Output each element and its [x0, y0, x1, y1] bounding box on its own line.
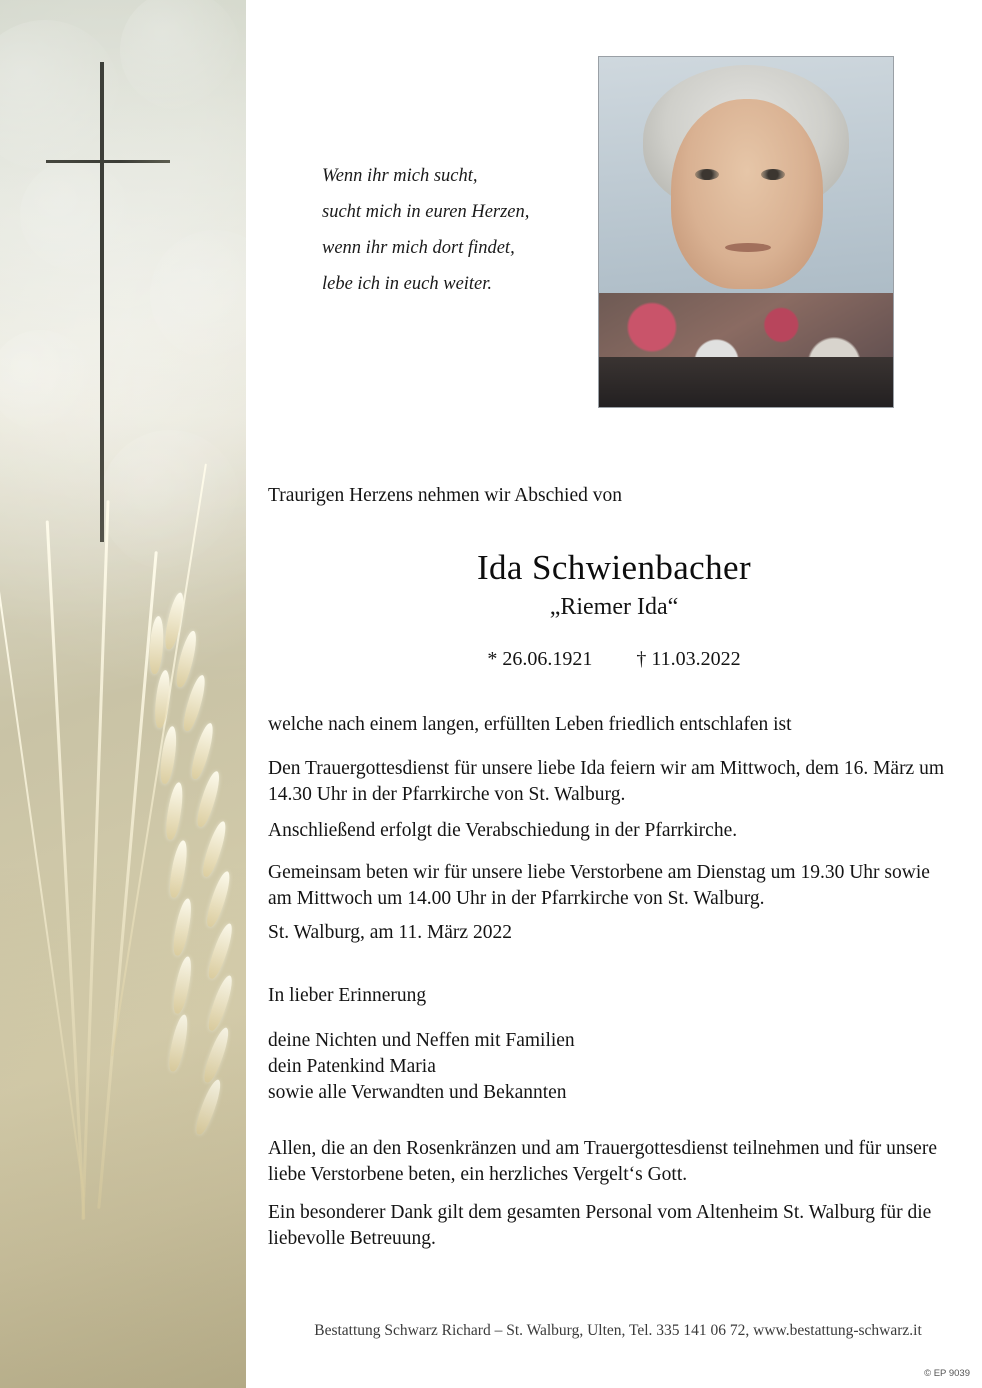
- portrait-eye-left: [695, 169, 719, 180]
- mourners-list: [268, 1028, 948, 1106]
- mourner-line: deine Nichten und Neffen mit Familien: [268, 1030, 575, 1051]
- portrait-mouth: [725, 243, 771, 252]
- decorative-left-band: [0, 0, 246, 1388]
- paragraph-thanks-staff: Ein besonderer Dank gilt dem gesamten Personal vom Altenheim St. Walburg für die liebevolle Betreuung.: [268, 1202, 932, 1249]
- birth-date: * 26.06.1921: [487, 648, 593, 670]
- paragraph-prayers: Gemeinsam beten wir für unsere liebe Verstorbene am Dienstag um 19.30 Uhr sowie am Mittwoch um 14.00 Uhr in der Pfarrkirche von St. Walburg.: [268, 862, 930, 909]
- portrait-eye-right: [761, 169, 785, 180]
- mourner-line: sowie alle Verwandten und Bekannten: [268, 1082, 567, 1103]
- paragraph-funeral-service: Den Trauergottesdienst für unsere liebe Ida feiern wir am Mittwoch, dem 16. März um 14.30 Uhr in der Pfarrkirche von St. Walburg.: [268, 758, 945, 805]
- paragraph-in-memory: In lieber Erinnerung: [268, 985, 427, 1006]
- verse-line-1: Wenn ihr mich sucht,: [322, 166, 478, 186]
- paragraph-farewell: Anschließend erfolgt die Verabschiedung in der Pfarrkirche.: [268, 820, 738, 841]
- verse-line-2: sucht mich in euren Herzen,: [322, 202, 530, 222]
- portrait-face: [671, 99, 823, 289]
- deceased-nickname: „Riemer Ida“: [549, 594, 679, 620]
- verse-line-3: wenn ihr mich dort findet,: [322, 238, 515, 258]
- copyright-code: © EP 9039: [924, 1368, 970, 1379]
- mourner-line: dein Patenkind Maria: [268, 1056, 436, 1077]
- card-content: [246, 0, 982, 1388]
- paragraph-passing: welche nach einem langen, erfüllten Leben friedlich entschlafen ist: [268, 714, 792, 735]
- death-date: † 11.03.2022: [636, 648, 741, 670]
- portrait-shoulder: [599, 357, 893, 407]
- memorial-verse: [322, 158, 602, 302]
- life-dates: [246, 648, 982, 671]
- announcement-intro: Traurigen Herzens nehmen wir Abschied von: [268, 485, 622, 506]
- verse-line-4: lebe ich in euch weiter.: [322, 274, 493, 294]
- paragraph-thanks-attendees: Allen, die an den Rosenkränzen und am Trauergottesdienst teilnehmen und für unsere liebe Verstorbene beten, ein herzliches Vergelt‘s Gott.: [268, 1138, 937, 1185]
- deceased-name: Ida Schwienbacher: [476, 548, 752, 587]
- funeral-home-imprint: Bestattung Schwarz Richard – St. Walburg, Ulten, Tel. 335 141 06 72, www.bestattung-schwarz.it: [314, 1322, 922, 1339]
- paragraph-place-date: St. Walburg, am 11. März 2022: [268, 922, 512, 943]
- portrait-photo: [598, 56, 894, 408]
